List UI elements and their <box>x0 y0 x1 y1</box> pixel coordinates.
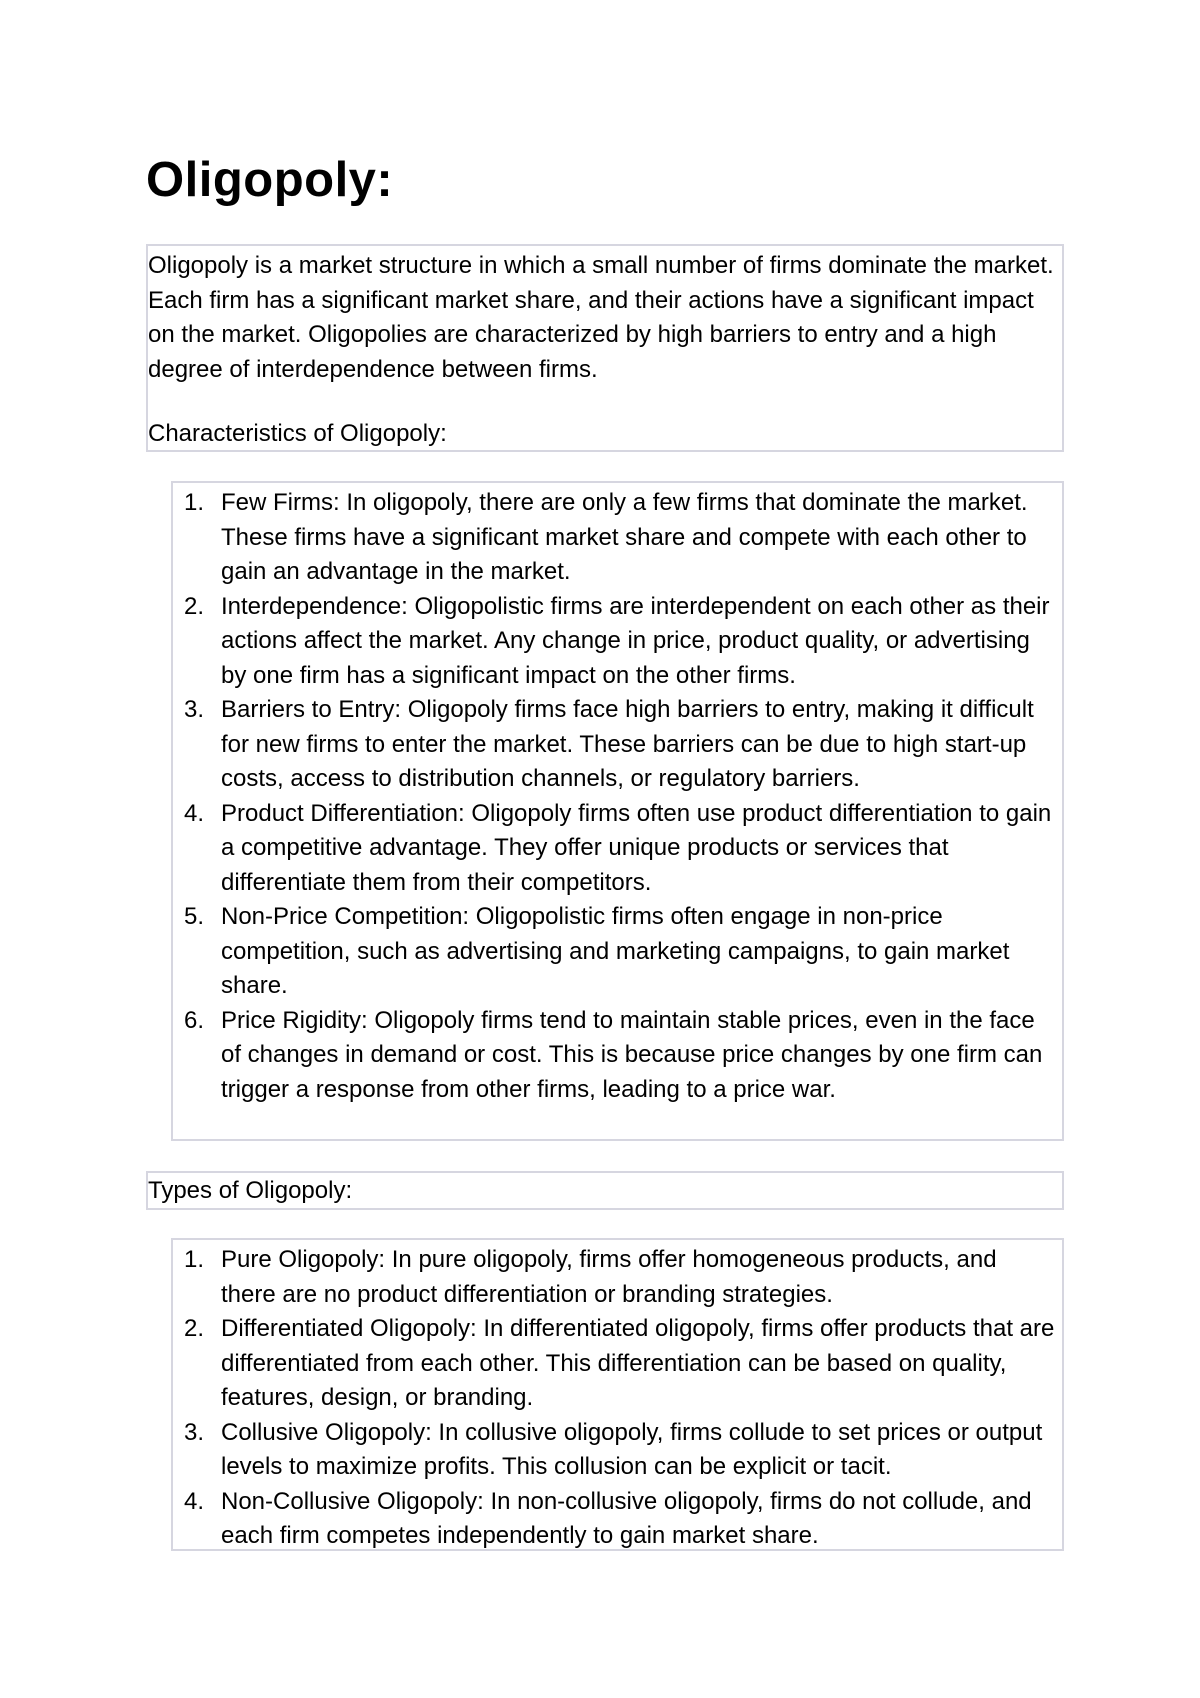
intro-paragraph: Oligopoly is a market structure in which a small number of firms dominate the market. Each firm has a significant market share, and their actions have a significant impact on the market. Oligopolies are characterized by high barriers to entry and a high degree of interdependence between firms. <box>148 252 1054 383</box>
list-item-text: Price Rigidity: Oligopoly firms tend to maintain stable prices, even in the face of changes in demand or cost. This is because price changes by one firm can trigger a response from other firms, leading to a price war. <box>221 1006 1043 1103</box>
list-item <box>173 1004 1056 1108</box>
list-number: 3. <box>184 1418 205 1446</box>
list-item-text: Barriers to Entry: Oligopoly firms face high barriers to entry, making it difficult for new firms to enter the market. These barriers can be due to high start-up costs, access to distribution channels, or regulatory barriers. <box>221 696 1034 792</box>
list-item <box>173 590 1056 694</box>
list-item-text: Non-Collusive Oligopoly: In non-collusive oligopoly, firms do not collude, and each firm competes independently to gain market share. <box>221 1487 1032 1549</box>
intro-box <box>146 244 1064 452</box>
list-number: 1. <box>184 489 205 516</box>
list-item-text: Few Firms: In oligopoly, there are only a few firms that dominate the market. These firms have a significant market share and compete with each other to gain an advantage in the market. <box>221 489 1028 585</box>
list-item <box>173 1485 1056 1554</box>
types-heading: Types of Oligopoly: <box>148 1177 353 1204</box>
list-item <box>173 1416 1056 1485</box>
list-number: 3. <box>184 696 205 723</box>
list-item <box>173 1312 1056 1416</box>
list-item-text: Differentiated Oligopoly: In differentiated oligopoly, firms offer products that are differentiated from each other. This differentiation can be based on quality, features, design, or branding. <box>221 1315 1055 1411</box>
list-item <box>173 693 1056 797</box>
list-item-text: Pure Oligopoly: In pure oligopoly, firms offer homogeneous products, and there are no product differentiation or branding strategies. <box>221 1246 997 1308</box>
list-item-text: Non-Price Competition: Oligopolistic firms often engage in non-price competition, such as advertising and marketing campaigns, to gain market share. <box>221 903 1010 999</box>
list-item-text: Product Differentiation: Oligopoly firms often use product differentiation to gain a competitive advantage. They offer unique products or services that differentiate them from their competitors. <box>221 799 1052 896</box>
characteristics-heading: Characteristics of Oligopoly: <box>148 420 447 447</box>
list-number: 4. <box>184 1487 205 1515</box>
list-item-text: Interdependence: Oligopolistic firms are interdependent on each other as their actions affect the market. Any change in price, product quality, or advertising by one firm has a significant impact on the other firms. <box>221 592 1050 689</box>
list-item-text: Collusive Oligopoly: In collusive oligopoly, firms collude to set prices or output levels to maximize profits. This collusion can be explicit or tacit. <box>221 1418 1043 1480</box>
list-number: 1. <box>184 1246 205 1273</box>
list-number: 5. <box>184 903 205 930</box>
list-item <box>173 900 1056 1004</box>
types-heading-box <box>146 1171 1064 1210</box>
list-number: 4. <box>184 799 205 827</box>
list-number: 6. <box>184 1006 205 1034</box>
list-number: 2. <box>184 592 205 620</box>
characteristics-box <box>171 481 1064 1141</box>
list-item <box>173 797 1056 901</box>
types-box <box>171 1238 1064 1551</box>
characteristics-list <box>173 486 1056 1107</box>
page-title: Oligopoly: <box>146 153 394 207</box>
list-item <box>173 1243 1056 1312</box>
types-list <box>173 1243 1056 1554</box>
list-number: 2. <box>184 1315 205 1342</box>
list-item <box>173 486 1056 590</box>
